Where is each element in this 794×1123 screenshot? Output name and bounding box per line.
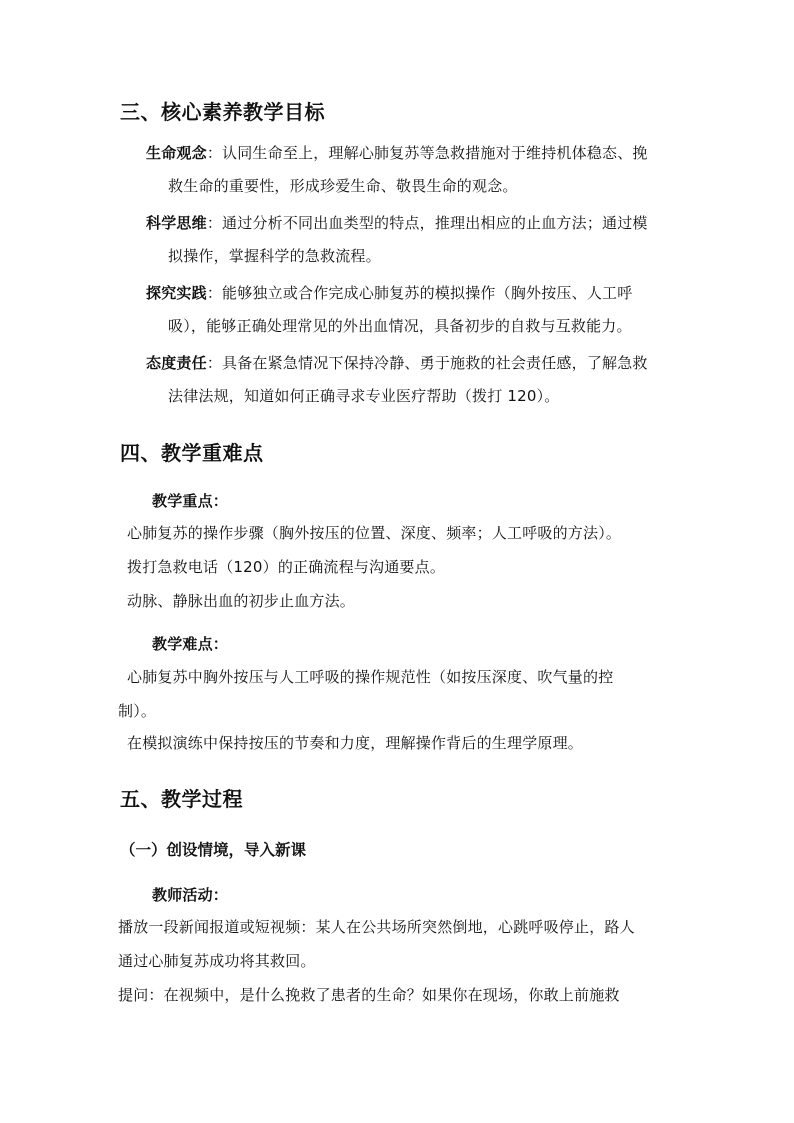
goal-science-thinking-line1: 科学思维：通过分析不同出血类型的特点，推理出相应的止血方法；通过模 [146,214,648,232]
key-points-label: 教学重点： [152,492,229,510]
key-point-item: 拨打急救电话（120）的正确流程与沟通要点。 [127,558,446,576]
section-heading-teaching-process: 五、教学过程 [120,787,243,811]
goal-life-concept-line2: 救生命的重要性，形成珍爱生命、敬畏生命的观念。 [168,177,518,195]
key-point-item: 动脉、静脉出血的初步止血方法。 [127,592,356,610]
key-point-item: 心肺复苏的操作步骤（胸外按压的位置、深度、频率；人工呼吸的方法）。 [127,524,622,542]
teacher-activity-para1-line2: 通过心肺复苏成功将其救回。 [118,952,316,970]
goal-term: 生命观念 [146,144,207,162]
difficult-points-label: 教学难点： [152,635,229,653]
goal-attitude-line2: 法律法规，知道如何正确寻求专业医疗帮助（拨打 120）。 [168,387,560,405]
goal-science-thinking-line2: 拟操作，掌握科学的急救流程。 [168,247,381,265]
goal-term: 探究实践 [146,284,207,302]
section-heading-core-goals: 三、核心素养教学目标 [120,100,325,124]
goal-attitude-line1: 态度责任：具备在紧急情况下保持冷静、勇于施救的社会责任感，了解急救 [146,354,648,372]
difficult-point-line1: 心肺复苏中胸外按压与人工呼吸的操作规范性（如按压深度、吹气量的控 [127,668,614,686]
goal-term: 态度责任 [146,354,207,372]
goal-inquiry-practice-line2: 吸），能够正确处理常见的外出血情况，具备初步的自救与互救能力。 [168,317,632,335]
teacher-activity-label: 教师活动： [152,886,229,904]
goal-term: 科学思维 [146,214,207,232]
teacher-activity-para2-line1: 提问：在视频中，是什么挽救了患者的生命？如果你在现场，你敢上前施救 [118,986,620,1004]
section-heading-key-difficult: 四、教学重难点 [120,441,264,465]
difficult-point-line3: 在模拟演练中保持按压的节奏和力度，理解操作背后的生理学原理。 [127,734,584,752]
teacher-activity-para1-line1: 播放一段新闻报道或短视频：某人在公共场所突然倒地，心跳呼吸停止，路人 [118,918,635,936]
goal-inquiry-practice-line1: 探究实践：能够独立或合作完成心肺复苏的模拟操作（胸外按压、人工呼 [146,284,633,302]
difficult-point-line2: 制）。 [118,702,157,720]
subsection-heading-intro: （一）创设情境，导入新课 [120,841,307,859]
goal-life-concept-line1: 生命观念：认同生命至上，理解心肺复苏等急救措施对于维持机体稳态、挽 [146,144,648,162]
